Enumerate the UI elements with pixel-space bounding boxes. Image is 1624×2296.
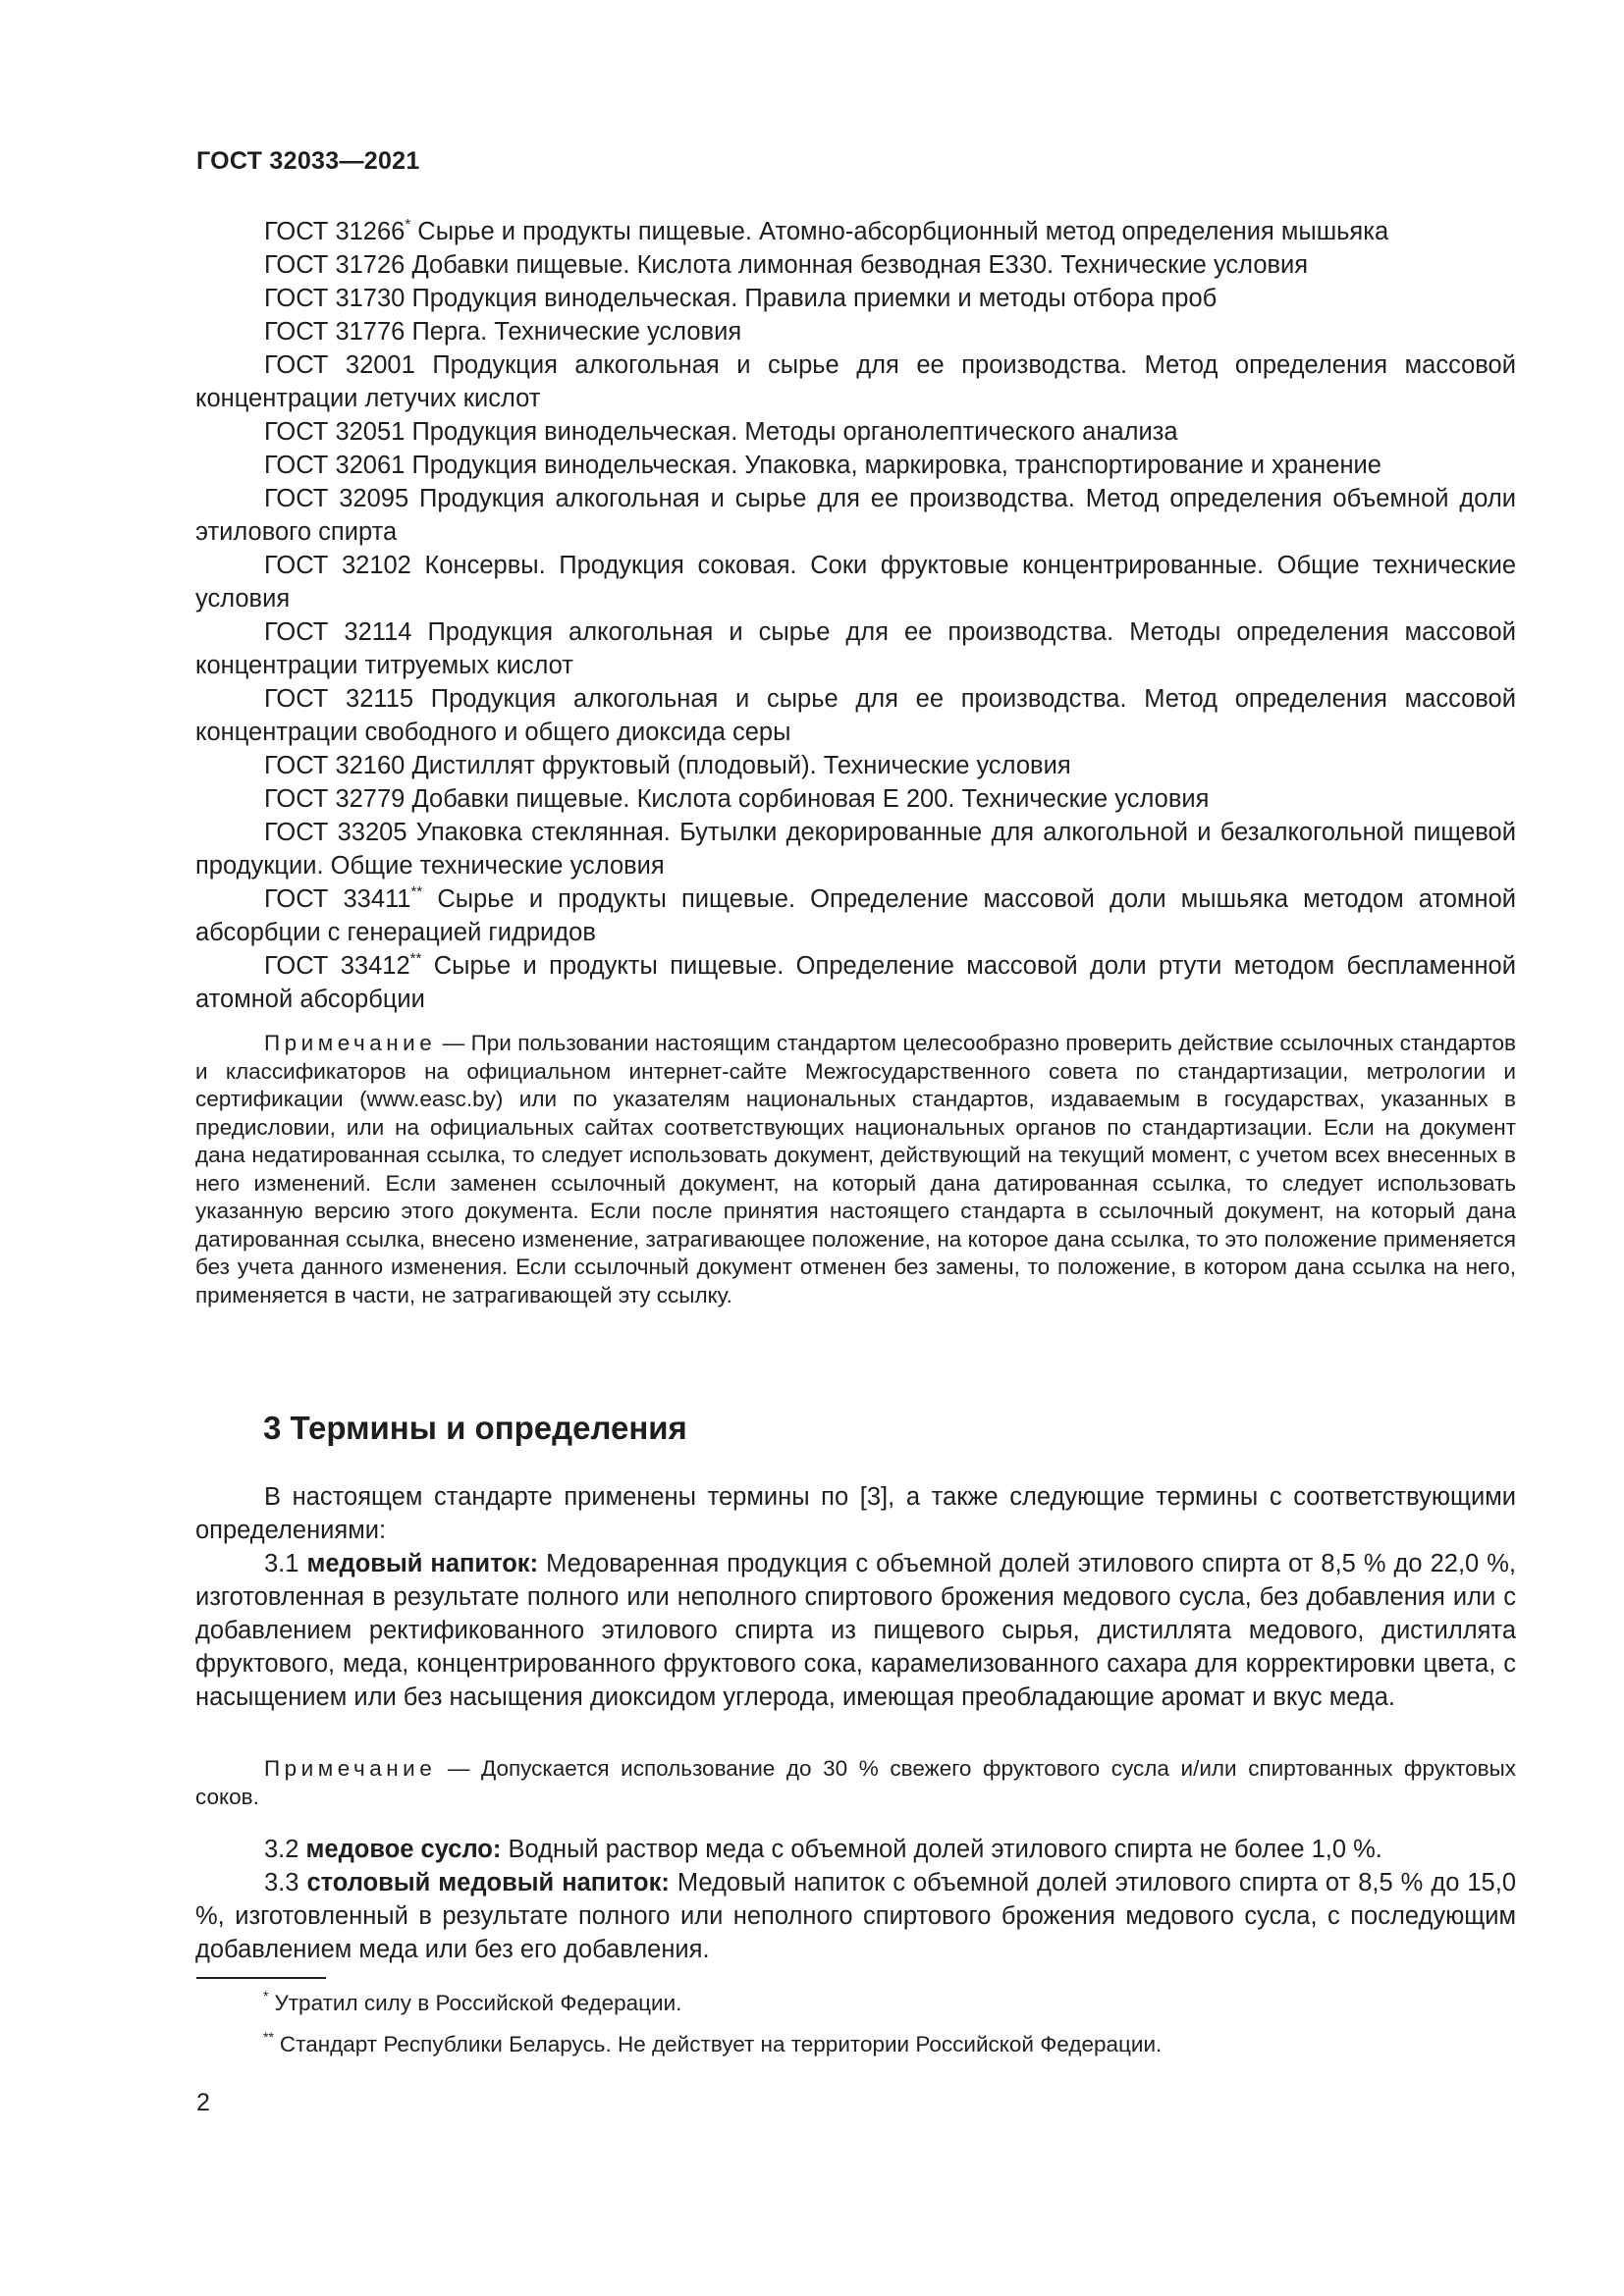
references-note (195, 1030, 1516, 1309)
reference-item (195, 615, 1516, 682)
reference-item (195, 282, 1516, 315)
note-label: Примечание (264, 1756, 437, 1781)
reference-code: ГОСТ 33412 (264, 952, 410, 980)
reference-item (195, 949, 1516, 1016)
reference-code: ГОСТ 33411 (264, 885, 411, 913)
terms-block-continued (195, 1833, 1516, 1966)
footnote-item (263, 1989, 1162, 2018)
footnote-divider (196, 1977, 326, 1979)
reference-title: Сырье и продукты пищевые. Определение массовой доли ртути методом беспламенной атомной абсорбции (195, 952, 1516, 1013)
reference-title: Дистиллят фруктовый (плодовый). Технические условия (411, 752, 1071, 779)
reference-title: Продукция винодельческая. Правила приемки и методы отбора проб (411, 285, 1218, 312)
document-header-title: ГОСТ 32033—2021 (196, 147, 420, 175)
footnote-mark: * (405, 216, 411, 233)
term-name: медовый напиток: (306, 1550, 539, 1577)
reference-code: ГОСТ 32102 (264, 552, 411, 579)
footnotes (263, 1989, 1162, 2071)
reference-code: ГОСТ 32114 (264, 618, 412, 646)
reference-item (195, 816, 1516, 882)
reference-item (195, 315, 1516, 348)
term-number: 3.2 (264, 1836, 299, 1863)
reference-title: Продукция винодельческая. Упаковка, маркировка, транспортирование и хранение (411, 452, 1381, 479)
footnote-mark: ** (263, 2029, 274, 2045)
reference-code: ГОСТ 32160 (264, 752, 406, 779)
reference-code: ГОСТ 32779 (264, 785, 406, 813)
term-name: столовый медовый напиток: (306, 1869, 670, 1896)
reference-code: ГОСТ 31730 (264, 285, 406, 312)
reference-title: Продукция алкогольная и сырье для ее производства. Метод определения массовой концентрации свободного и общего диоксида серы (195, 685, 1516, 746)
reference-item (195, 449, 1516, 482)
reference-item (195, 248, 1516, 282)
reference-item (195, 782, 1516, 816)
reference-code: ГОСТ 32001 (264, 351, 415, 379)
reference-title: Продукция алкогольная и сырье для ее производства. Метод определения объемной доли этилового спирта (195, 485, 1516, 546)
reference-code: ГОСТ 33205 (264, 819, 407, 846)
footnote-text: Стандарт Республики Беларусь. Не действует на территории Российской Федерации. (279, 2032, 1163, 2056)
terms-block (195, 1480, 1516, 1714)
reference-title: Продукция алкогольная и сырье для ее производства. Метод определения массовой концентрации летучих кислот (195, 351, 1516, 412)
reference-title: Продукция алкогольная и сырье для ее производства. Методы определения массовой концентрации титруемых кислот (195, 618, 1516, 679)
section-title: 3 Термины и определения (263, 1410, 687, 1446)
reference-title: Сырье и продукты пищевые. Атомно-абсорбционный метод определения мышьяка (417, 218, 1389, 245)
reference-item (195, 348, 1516, 415)
reference-item (195, 482, 1516, 549)
reference-title: Добавки пищевые. Кислота лимонная безводная E330. Технические условия (411, 251, 1309, 279)
note-text: — При пользовании настоящим стандартом целесообразно проверить действие ссылочных стандартов и классификаторов на официальном интернет-сайте Межгосударственного совета по стандартизации, метрологии и сертификации (www.easc.by) или по указателям национальных стандартов, издаваемым в государствах, указанных в предисловии, или на официальных сайтах соответствующих национальных органов по стандартизации. Если на документ дана недатированная ссылка, то следует использовать документ, действующий на текущий момент, с учетом всех внесенных в него изменений. Если заменен ссылочный документ, на который дана датированная ссылка, то следует использовать указанную версию этого документа. Если после принятия настоящего стандарта в ссылочный документ, на который дана датированная ссылка, внесено изменение, затрагивающее положение, на которое дана ссылка, то это положение применяется без учета данного изменения. Если ссылочный документ отменен без замены, то положение, в котором дана ссылка на него, применяется в части, не затрагивающей эту ссылку. (195, 1031, 1516, 1308)
footnote-mark: ** (409, 950, 422, 967)
reference-title: Продукция винодельческая. Методы органолептического анализа (411, 418, 1178, 446)
section-intro: В настоящем стандарте применены термины по [3], а также следующие термины с соответствующими определениями: (195, 1483, 1516, 1544)
footnote-text: Утратил силу в Российской Федерации. (274, 1991, 682, 2015)
page-number: 2 (196, 2089, 210, 2116)
reference-title: Сырье и продукты пищевые. Определение массовой доли мышьяка методом атомной абсорбции с генерацией гидридов (195, 885, 1516, 946)
reference-item (195, 682, 1516, 749)
term-definition (195, 1833, 1516, 1866)
reference-item (195, 749, 1516, 782)
reference-title: Добавки пищевые. Кислота сорбиновая E 200. Технические условия (411, 785, 1210, 813)
term-text: Медоваренная продукция с объемной долей этилового спирта от 8,5 % до 22,0 %, изготовленная в результате полного или неполного спиртового брожения медового сусла, без добавления или с добавлением ректификованного этилового спирта из пищевого сырья, дистиллята медового, дистиллята фруктового, меда, концентрированного фруктового сока, карамелизованного сахара для корректировки цвета, с насыщением или без насыщения диоксидом углерода, имеющая преобладающие аромат и вкус меда. (195, 1550, 1516, 1711)
normative-references-list (195, 215, 1516, 1016)
note-text: — Допускается использование до 30 % свежего фруктового сусла и/или спиртованных фруктовых соков. (195, 1756, 1516, 1809)
note-label: Примечание (264, 1031, 437, 1055)
reference-code: ГОСТ 32115 (264, 685, 414, 713)
term-number: 3.3 (264, 1869, 299, 1896)
reference-item (195, 549, 1516, 615)
footnote-mark: * (263, 1988, 269, 2003)
reference-item (195, 415, 1516, 449)
footnote-item (263, 2030, 1162, 2059)
term-text: Водный раствор меда с объемной долей этилового спирта не более 1,0 %. (508, 1836, 1382, 1863)
reference-code: ГОСТ 32095 (264, 485, 409, 512)
reference-code: ГОСТ 32051 (264, 418, 406, 446)
reference-item (195, 215, 1516, 248)
footnote-mark: ** (410, 883, 423, 900)
term-number: 3.1 (264, 1550, 299, 1577)
term-note (195, 1755, 1516, 1811)
term-text: Медовый напиток с объемной долей этилового спирта от 8,5 % до 15,0 %, изготовленный в результате полного или неполного спиртового брожения медового сусла, с последующим добавлением меда или без его добавления. (195, 1869, 1516, 1963)
reference-title: Упаковка стеклянная. Бутылки декорированные для алкогольной и безалкогольной пищевой продукции. Общие технические условия (195, 819, 1516, 880)
reference-code: ГОСТ 31776 (264, 318, 406, 346)
term-definition (195, 1866, 1516, 1966)
reference-title: Перга. Технические условия (411, 318, 742, 346)
term-definition (195, 1547, 1516, 1714)
reference-code: ГОСТ 32061 (264, 452, 406, 479)
reference-title: Консервы. Продукция соковая. Соки фруктовые концентрированные. Общие технические условия (195, 552, 1517, 613)
reference-item (195, 882, 1516, 949)
reference-code: ГОСТ 31726 (264, 251, 406, 279)
term-name: медовое сусло: (305, 1836, 502, 1863)
reference-code: ГОСТ 31266 (264, 218, 406, 245)
